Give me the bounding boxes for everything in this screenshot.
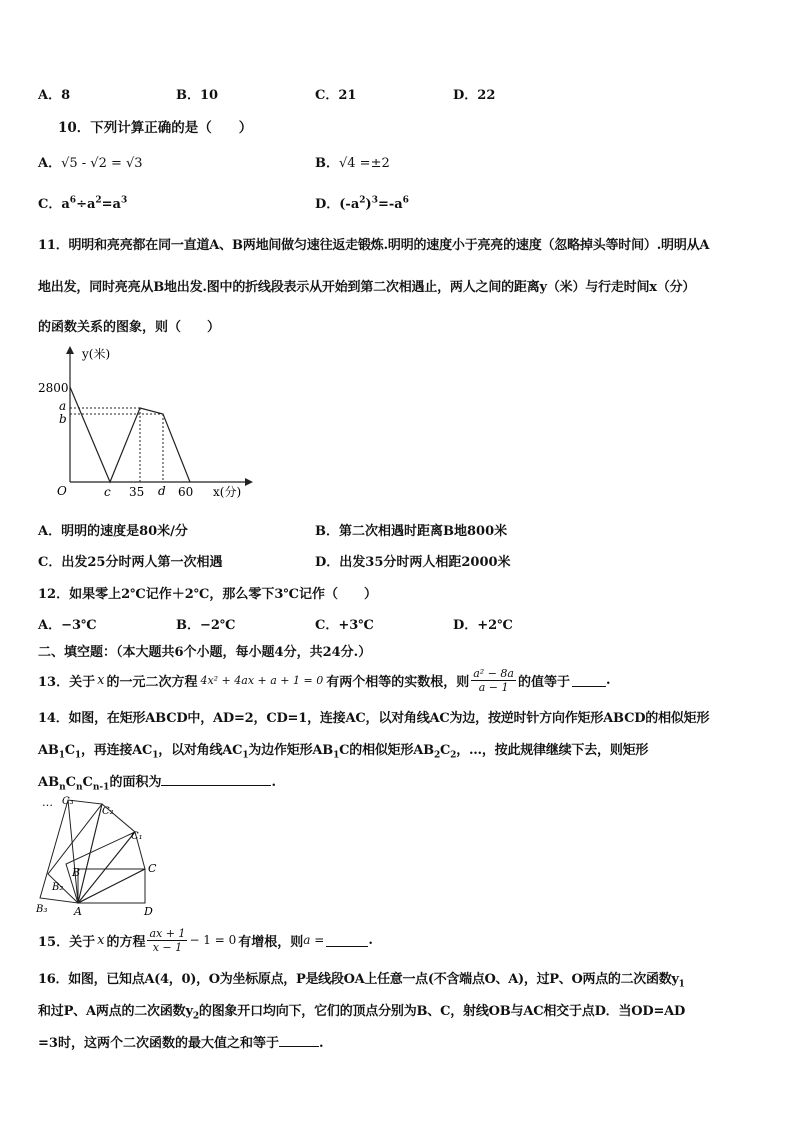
x-axis-label: x(分): [213, 485, 242, 499]
q14-answer-blank: [161, 773, 271, 786]
q10-option-a: A．√5 - √2 = √3: [38, 156, 143, 171]
label-a: A: [74, 905, 82, 918]
x-axis-arrow: [245, 478, 253, 486]
q16-answer-blank: [279, 1034, 319, 1047]
q11-graph: [30, 342, 260, 507]
q13-fraction: $\frac{\text{a² − 8a}}{a - 1}$: [473, 666, 514, 694]
q9-option-a: A．8: [38, 88, 71, 103]
q10-option-c: C．$a^6\div a^2=a^3$: [38, 195, 128, 212]
y-tick-2800: 2800: [38, 381, 69, 395]
y-tick-b: b: [59, 412, 67, 426]
q14-line-2: $AB_1C_1$，再连接$AC_1$，以对角线$AC_1$为边作矩形$AB_1C$的相似矩形$AB_2C_2$，…，按此规律继续下去，则矩形: [38, 743, 649, 761]
q13: 13．关于 x 的一元二次方程 4x² + 4ax + a + 1 = 0 有两个相等的实数根，则 $\frac{\text{a² − 8a}}{a - 1}$ 的值等于 .: [38, 666, 611, 694]
label-c2: C₂: [102, 806, 114, 817]
q11-option-d: D．出发35分时两人相距2000米: [315, 555, 511, 570]
q10-stem: 10．下列计算正确的是（ ）: [58, 120, 253, 136]
q11-line-1: 11．明明和亮亮都在同一直道A、B两地间做匀速往返走锻炼.明明的速度小于亮亮的速度（忽略掉头等时间）.明明从A: [38, 238, 710, 253]
label-b2: B₂: [52, 882, 64, 893]
q14-line-3: $AB_nC_nC_{n-1}$的面积为 .: [38, 775, 276, 793]
label-c: C: [148, 862, 157, 875]
q9-option-c: C．21: [315, 88, 357, 103]
x-tick-60: 60: [178, 485, 194, 499]
label-c3: C₃: [62, 796, 74, 807]
x-tick-c: c: [104, 485, 111, 499]
q13-equation: 4x² + 4ax + a + 1 = 0: [200, 673, 324, 687]
y-axis-arrow: [66, 346, 74, 354]
q14-figure: [30, 792, 170, 918]
diag-ac: [78, 869, 145, 903]
q14-line-1: 14．如图，在矩形ABCD中，AD=2，CD=1，连接AC，以对角线AC为边，按逆时针方向作矩形ABCD的相似矩形: [38, 711, 710, 726]
q16-line-1: 16．如图，已知点A(4，0)，O为坐标原点，P是线段OA上任意一点(不含端点O、A)，过P、O两点的二次函数$y_1$: [38, 972, 685, 990]
q16-line-2: 和过P、A两点的二次函数$y_2$的图象开口均向下，它们的顶点分别为B、C，射线OB与AC相交于点D．当OD=AD: [38, 1004, 686, 1022]
q9-option-b: B．10: [176, 88, 219, 103]
q9-option-d: D．22: [453, 88, 496, 103]
q12-stem: 12．如果零上2℃记作＋2℃，那么零下3℃记作（ ）: [38, 587, 377, 602]
q11-option-a: A．明明的速度是80米/分: [38, 524, 188, 539]
q11-option-b: B．第二次相遇时距离B地800米: [315, 524, 508, 539]
label-b3: B₃: [36, 904, 48, 915]
q12-option-d: D．+2℃: [453, 618, 513, 633]
q13-answer-blank: [572, 674, 606, 687]
y-axis-label: y(米): [82, 347, 111, 361]
q15-answer-blank: [326, 934, 368, 947]
q12-option-a: A．−3℃: [38, 618, 97, 633]
section-2-heading: 二、填空题：（本大题共6个小题，每小题4分，共24分.）: [38, 645, 372, 660]
q10-option-b: B．√4 =±2: [315, 156, 390, 171]
distance-polyline: [70, 387, 190, 482]
q10-option-d: D．$(-a^2)^3=-a^6$: [315, 195, 409, 212]
q11-line-2: 地出发，同时亮亮从B地出发.图中的折线段表示从开始到第二次相遇止，两人之间的距离y（米）与行走时间x（分）: [38, 280, 696, 295]
q11-option-c: C．出发25分时两人第一次相遇: [38, 555, 223, 570]
label-b: B: [72, 866, 81, 879]
label-c1: C₁: [131, 831, 143, 842]
origin-label: O: [57, 484, 67, 498]
q11-line-3: 的函数关系的图象，则（ ）: [38, 320, 221, 335]
x-tick-35: 35: [129, 485, 145, 499]
y-tick-a: a: [59, 399, 67, 413]
q12-option-c: C．+3℃: [315, 618, 374, 633]
q16-line-3: =3时，这两个二次函数的最大值之和等于 .: [38, 1036, 324, 1051]
label-d: D: [144, 905, 153, 918]
q12-option-b: B．−2℃: [176, 618, 236, 633]
fig-dots: …: [42, 796, 53, 809]
q15-fraction: $\frac{ax + 1}{x - 1}$: [149, 926, 186, 954]
q15: 15．关于 x 的方程 $\frac{ax + 1}{x - 1}$ − 1 = 0 有增根，则 a = .: [38, 926, 373, 954]
x-tick-d: d: [158, 484, 166, 498]
